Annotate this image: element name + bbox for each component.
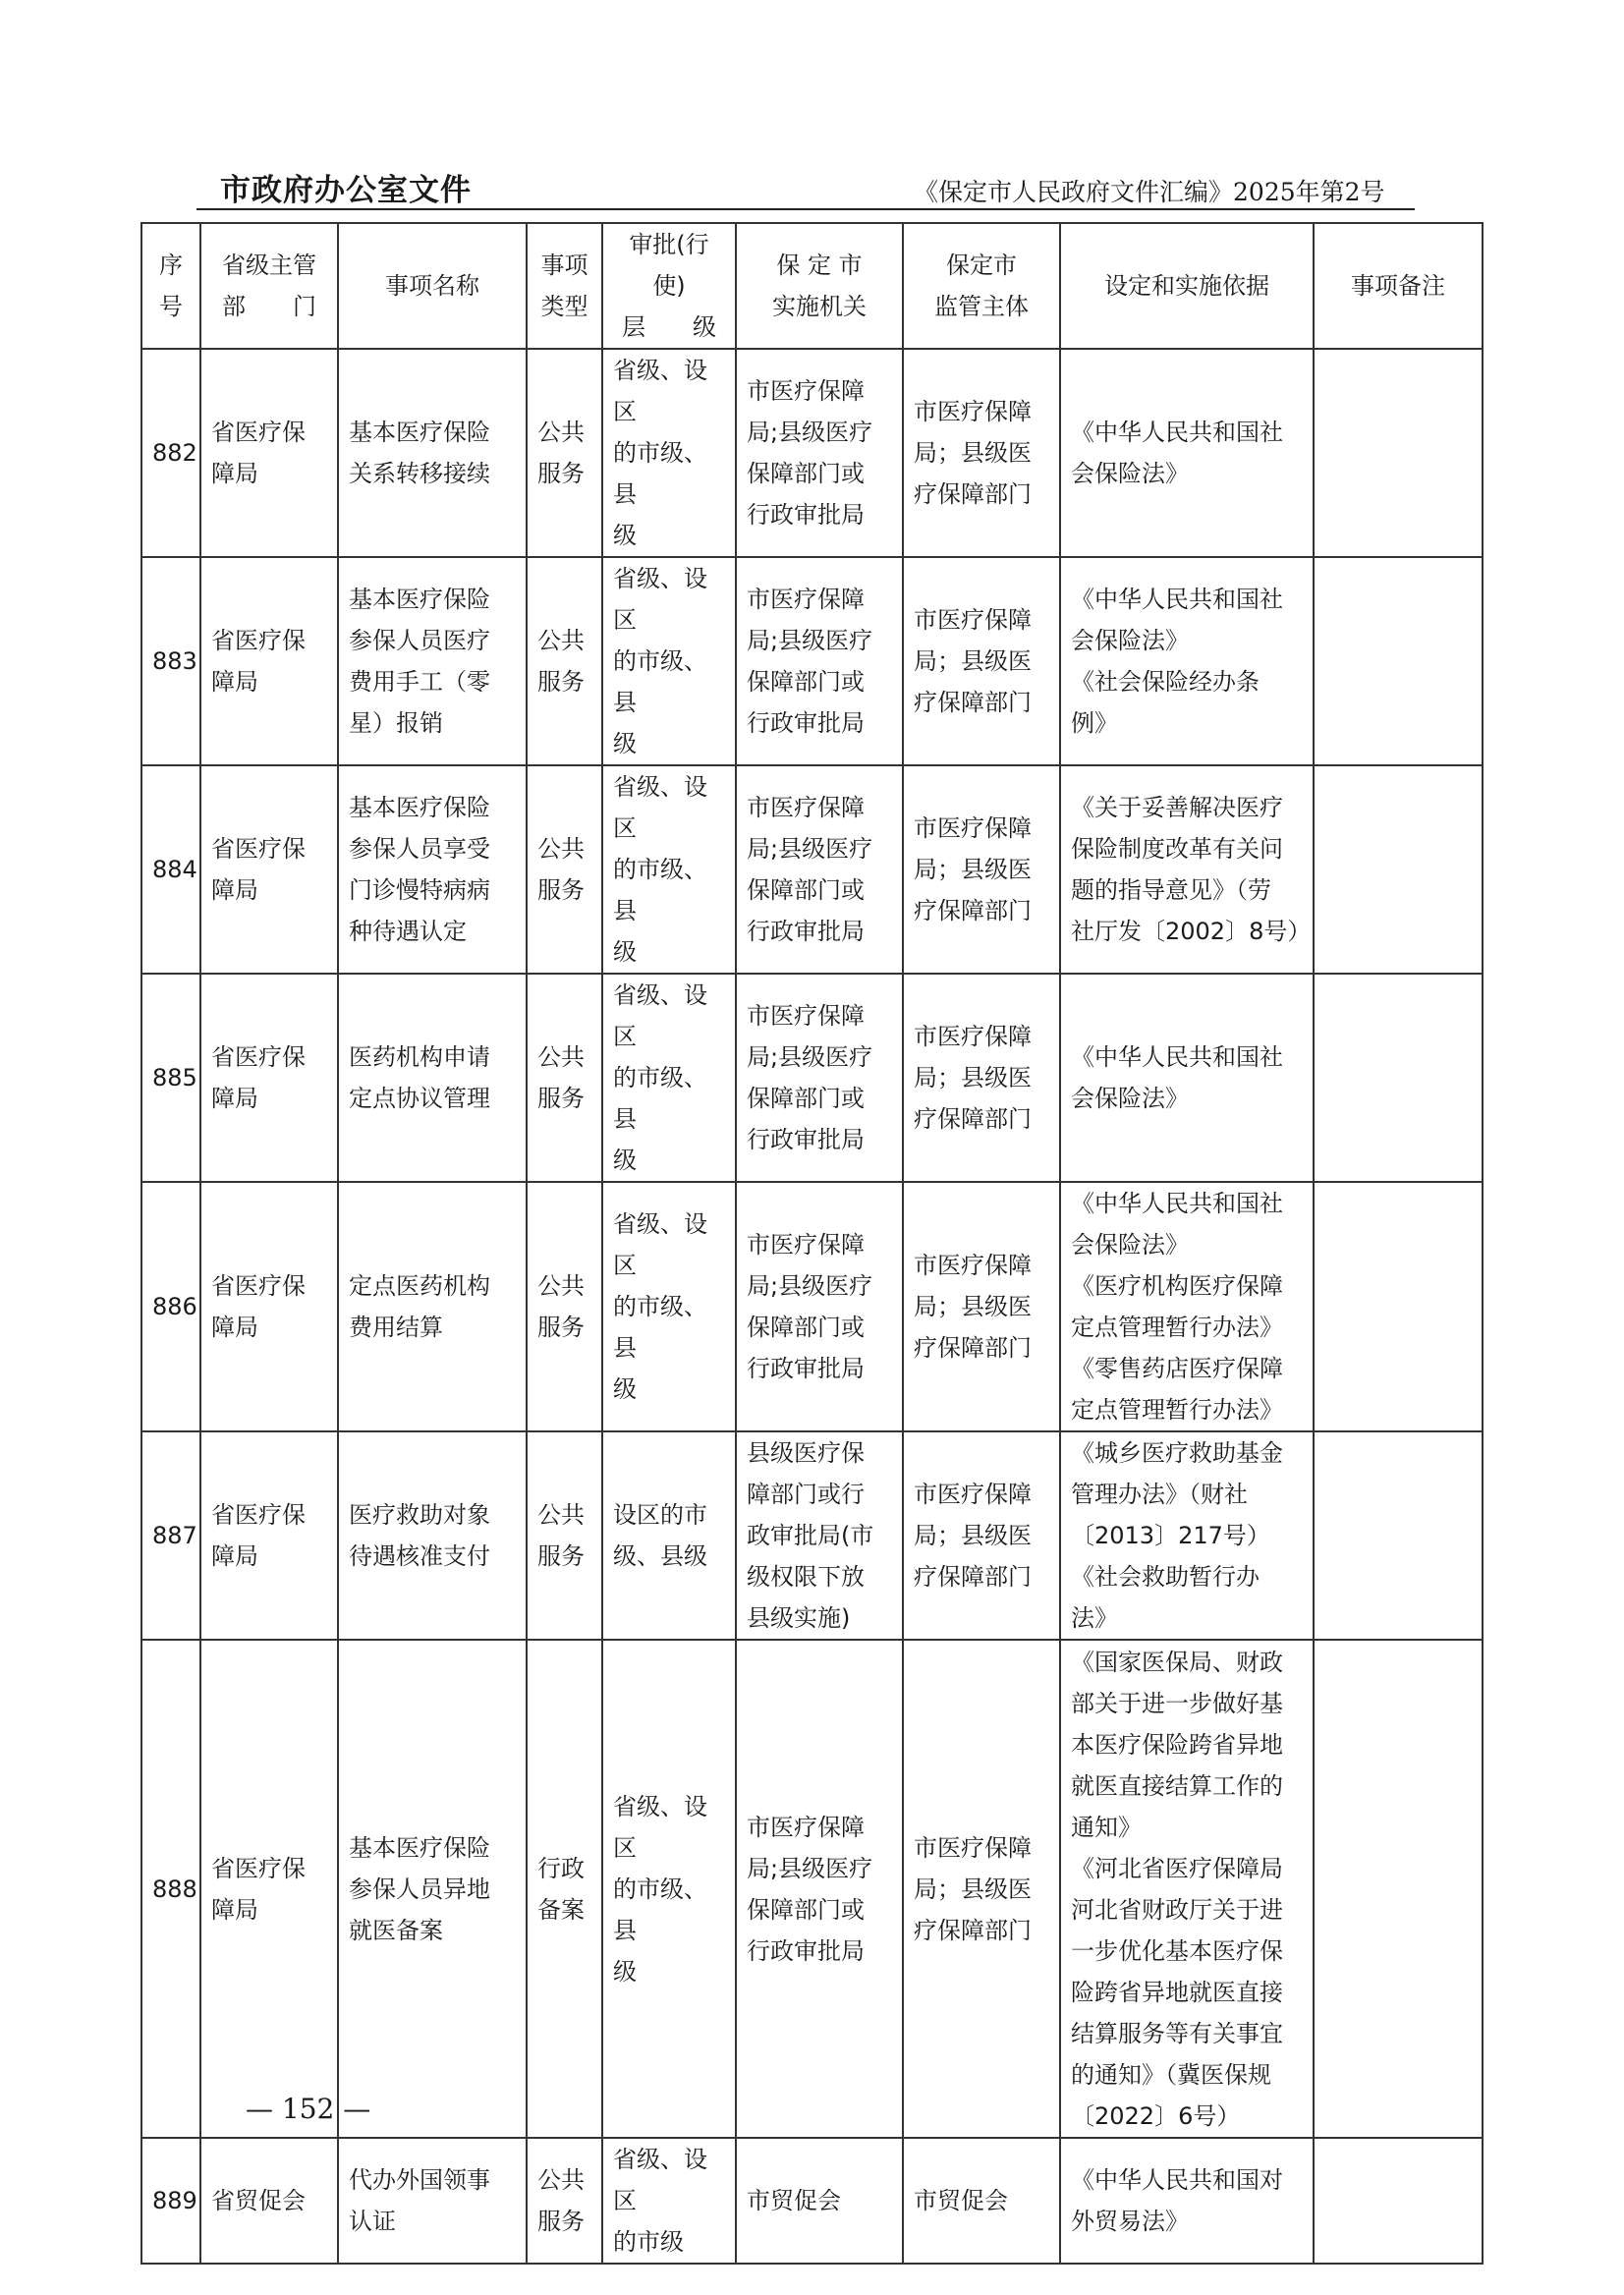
cell-supervisor: 市医疗保障 局；县级医 疗保障部门: [903, 1640, 1060, 2138]
cell-supervisor: 市贸促会: [903, 2138, 1060, 2264]
cell-note: [1314, 1640, 1483, 2138]
cell-level: 省级、设区 的市级: [602, 2138, 736, 2264]
cell-dept: 省贸促会: [200, 2138, 338, 2264]
cell-level: 省级、设区 的市级、县 级: [602, 974, 736, 1182]
table-row: [141, 1182, 1483, 1431]
cell-name: 医疗救助对象 待遇核准支付: [338, 1431, 527, 1640]
cell-name: 代办外国领事 认证: [338, 2138, 527, 2264]
cell-impl: 市医疗保障 局;县级医疗 保障部门或 行政审批局: [736, 765, 903, 974]
col-header-dept: 省级主管 部 门: [200, 223, 338, 349]
cell-dept: 省医疗保 障局: [200, 974, 338, 1182]
col-header-name: 事项名称: [338, 223, 527, 349]
page-number: — 152 —: [246, 2093, 371, 2125]
table-row: [141, 1431, 1483, 1640]
cell-name: 基本医疗保险 参保人员异地 就医备案: [338, 1640, 527, 2138]
table-row: [141, 557, 1483, 765]
col-header-impl: 保 定 市 实施机关: [736, 223, 903, 349]
cell-no: 886: [141, 1182, 200, 1431]
cell-supervisor: 市医疗保障 局；县级医 疗保障部门: [903, 557, 1060, 765]
cell-dept: 省医疗保 障局: [200, 765, 338, 974]
col-header-no: 序号: [141, 223, 200, 349]
cell-basis: 《中华人民共和国对 外贸易法》: [1060, 2138, 1314, 2264]
cell-basis: 《中华人民共和国社 会保险法》 《社会保险经办条 例》: [1060, 557, 1314, 765]
cell-supervisor: 市医疗保障 局；县级医 疗保障部门: [903, 974, 1060, 1182]
cell-name: 基本医疗保险 参保人员医疗 费用手工（零 星）报销: [338, 557, 527, 765]
cell-note: [1314, 1182, 1483, 1431]
cell-type: 公共 服务: [527, 1431, 602, 1640]
cell-name: 医药机构申请 定点协议管理: [338, 974, 527, 1182]
cell-dept: 省医疗保 障局: [200, 1640, 338, 2138]
table-header-row: [141, 223, 1483, 349]
matters-table: [140, 222, 1484, 2265]
cell-impl: 县级医疗保 障部门或行 政审批局(市 级权限下放 县级实施): [736, 1431, 903, 1640]
cell-basis: 《中华人民共和国社 会保险法》 《医疗机构医疗保障 定点管理暂行办法》 《零售药店医疗保障 定点管理暂行办法》: [1060, 1182, 1314, 1431]
cell-type: 公共 服务: [527, 349, 602, 557]
cell-level: 省级、设区 的市级、县 级: [602, 1182, 736, 1431]
cell-basis: 《关于妥善解决医疗 保险制度改革有关问 题的指导意见》（劳 社厅发〔2002〕8号）: [1060, 765, 1314, 974]
cell-type: 公共 服务: [527, 765, 602, 974]
cell-name: 基本医疗保险 关系转移接续: [338, 349, 527, 557]
cell-dept: 省医疗保 障局: [200, 1182, 338, 1431]
col-header-type: 事项 类型: [527, 223, 602, 349]
cell-type: 行政 备案: [527, 1640, 602, 2138]
header-left-title: 市政府办公室文件: [220, 173, 472, 208]
cell-name: 定点医药机构 费用结算: [338, 1182, 527, 1431]
col-header-level: 审批(行使) 层 级: [602, 223, 736, 349]
cell-type: 公共 服务: [527, 2138, 602, 2264]
cell-no: 885: [141, 974, 200, 1182]
table-row: [141, 1640, 1483, 2138]
cell-level: 省级、设区 的市级、县 级: [602, 349, 736, 557]
cell-impl: 市医疗保障 局;县级医疗 保障部门或 行政审批局: [736, 349, 903, 557]
cell-no: 887: [141, 1431, 200, 1640]
cell-no: 884: [141, 765, 200, 974]
cell-impl: 市贸促会: [736, 2138, 903, 2264]
cell-no: 882: [141, 349, 200, 557]
cell-impl: 市医疗保障 局;县级医疗 保障部门或 行政审批局: [736, 974, 903, 1182]
cell-basis: 《城乡医疗救助基金 管理办法》（财社 〔2013〕217号） 《社会救助暂行办 法》: [1060, 1431, 1314, 1640]
header-right-title: 《保定市人民政府文件汇编》2025年第2号: [914, 178, 1385, 206]
cell-note: [1314, 765, 1483, 974]
cell-impl: 市医疗保障 局;县级医疗 保障部门或 行政审批局: [736, 1640, 903, 2138]
cell-basis: 《中华人民共和国社 会保险法》: [1060, 974, 1314, 1182]
cell-level: 省级、设区 的市级、县 级: [602, 557, 736, 765]
cell-level: 省级、设区 的市级、县 级: [602, 1640, 736, 2138]
cell-type: 公共 服务: [527, 1182, 602, 1431]
col-header-supervisor: 保定市 监管主体: [903, 223, 1060, 349]
cell-dept: 省医疗保 障局: [200, 349, 338, 557]
table-row: [141, 2138, 1483, 2264]
table-row: [141, 349, 1483, 557]
cell-no: 889: [141, 2138, 200, 2264]
cell-impl: 市医疗保障 局;县级医疗 保障部门或 行政审批局: [736, 557, 903, 765]
col-header-basis: 设定和实施依据: [1060, 223, 1314, 349]
cell-note: [1314, 557, 1483, 765]
cell-supervisor: 市医疗保障 局；县级医 疗保障部门: [903, 1182, 1060, 1431]
cell-supervisor: 市医疗保障 局；县级医 疗保障部门: [903, 765, 1060, 974]
col-header-note: 事项备注: [1314, 223, 1483, 349]
cell-level: 省级、设区 的市级、县 级: [602, 765, 736, 974]
table-row: [141, 974, 1483, 1182]
header-rule: [196, 208, 1415, 210]
cell-supervisor: 市医疗保障 局；县级医 疗保障部门: [903, 1431, 1060, 1640]
cell-impl: 市医疗保障 局;县级医疗 保障部门或 行政审批局: [736, 1182, 903, 1431]
cell-no: 888: [141, 1640, 200, 2138]
cell-type: 公共 服务: [527, 974, 602, 1182]
cell-note: [1314, 1431, 1483, 1640]
cell-dept: 省医疗保 障局: [200, 1431, 338, 1640]
cell-dept: 省医疗保 障局: [200, 557, 338, 765]
table-row: [141, 765, 1483, 974]
cell-note: [1314, 349, 1483, 557]
cell-no: 883: [141, 557, 200, 765]
cell-basis: 《中华人民共和国社 会保险法》: [1060, 349, 1314, 557]
cell-note: [1314, 2138, 1483, 2264]
cell-type: 公共 服务: [527, 557, 602, 765]
cell-supervisor: 市医疗保障 局；县级医 疗保障部门: [903, 349, 1060, 557]
cell-note: [1314, 974, 1483, 1182]
cell-name: 基本医疗保险 参保人员享受 门诊慢特病病 种待遇认定: [338, 765, 527, 974]
cell-basis: 《国家医保局、财政 部关于进一步做好基 本医疗保险跨省异地 就医直接结算工作的 通知》 《河北省医疗保障局 河北省财政厅关于进 一步优化基本医疗保 险跨省异地就医直接 结算服务等有关事宜 的通知》（冀医保规 〔2022〕6号）: [1060, 1640, 1314, 2138]
cell-level: 设区的市 级、县级: [602, 1431, 736, 1640]
